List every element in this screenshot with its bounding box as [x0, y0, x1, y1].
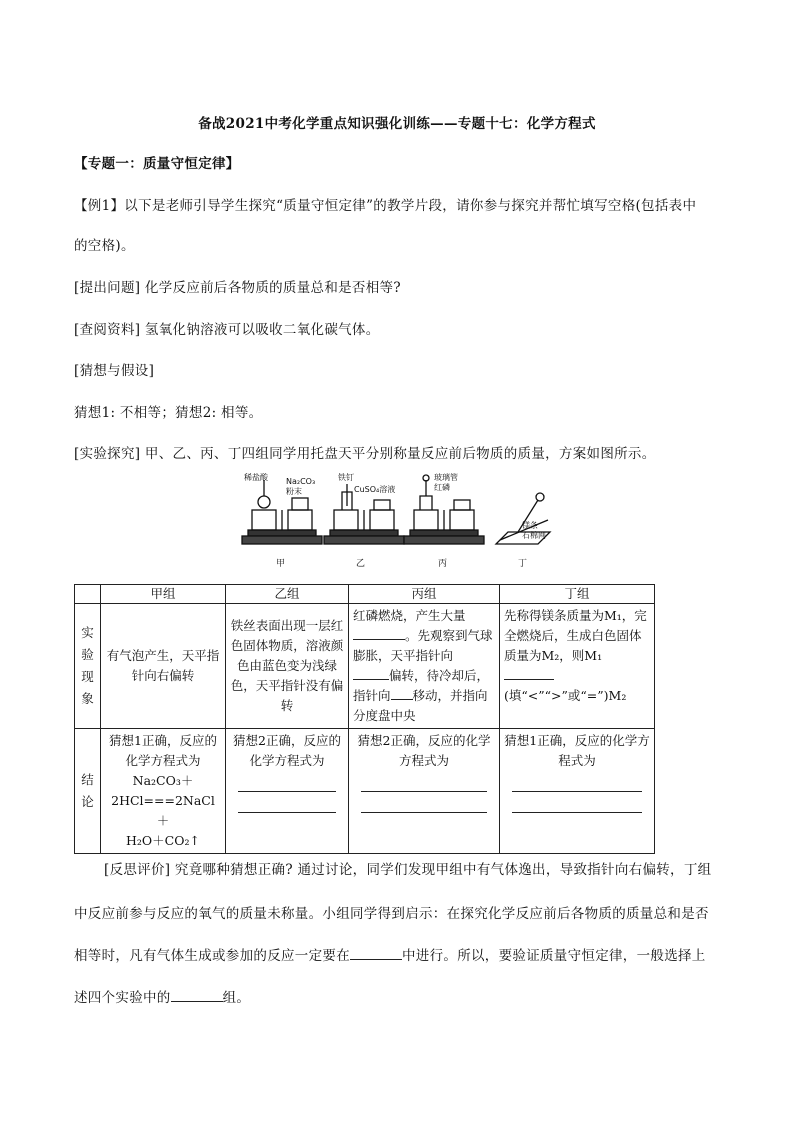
- row-head-char: 实: [81, 625, 94, 640]
- bing-conclusion-text: 猜想2正确，反应的化学方程式为: [357, 733, 491, 768]
- cell-jia-conclusion: [101, 729, 226, 854]
- balance-jia: [242, 480, 322, 544]
- group-label-ding: 丁: [518, 559, 528, 569]
- group-label-jia: 甲: [276, 559, 286, 569]
- table-header-empty: [75, 585, 101, 604]
- table-row-phenomenon: [75, 604, 655, 729]
- answer-blank-ding-2[interactable]: [512, 794, 642, 813]
- row-head-char: 论: [81, 794, 94, 809]
- label-glass-tube: 玻璃管: [434, 473, 458, 482]
- cell-yi-conclusion: [226, 729, 349, 854]
- bing-text-c: 偏转，待冷却后，指针向: [353, 668, 490, 703]
- cell-jia-phenomenon: 有气泡产生，天平指针向右偏转: [101, 604, 226, 729]
- answer-blank-bing-1[interactable]: [361, 773, 487, 792]
- table-header-ding: 丁组: [500, 585, 655, 604]
- cell-bing-conclusion: [349, 729, 500, 854]
- label-red-phosphorus: 红磷: [434, 483, 450, 492]
- reflection-line1: [反思评价] 究竟哪种猜想正确? 通过讨论，同学们发现甲组中有气体逸出，导致指针向右偏转，丁组: [104, 862, 712, 878]
- bing-text-d: 移动，并指向分度盘中央: [353, 688, 488, 723]
- blank-mass-compare[interactable]: [504, 679, 554, 680]
- hypothesis-heading: [猜想与假设]: [74, 363, 155, 379]
- blank-sealed-container[interactable]: [350, 959, 402, 960]
- table-header-row: [75, 585, 655, 604]
- jia-conclusion-text: 猜想1正确，反应的化学方程式为: [109, 733, 217, 768]
- label-copper-sulfate: CuSO₄溶液: [354, 485, 396, 494]
- bing-text-a: 红磷燃烧，产生大量: [353, 608, 466, 623]
- hypotheses-line: 猜想1: 不相等；猜想2: 相等。: [74, 405, 263, 421]
- equation-part3: H₂O＋CO₂↑: [126, 833, 200, 848]
- group-label-yi: 乙: [356, 559, 366, 569]
- cell-yi-phenomenon: 铁丝表面出现一层红色固体物质，溶液颜色由蓝色变为浅绿色，天平指针没有偏转: [226, 604, 349, 729]
- document-title: 备战2021中考化学重点知识强化训练——专题十七：化学方程式: [198, 116, 596, 132]
- equation-part1: Na₂CO₃＋: [132, 773, 194, 788]
- reflection-line3: [74, 944, 706, 964]
- answer-blank-yi-2[interactable]: [238, 794, 336, 813]
- reflection-line4: [74, 986, 250, 1006]
- label-magnesium-strip: 镁条: [522, 521, 538, 530]
- reference-line: [查阅资料] 氢氧化钠溶液可以吸收二氧化碳气体。: [74, 322, 380, 338]
- answer-blank-yi-1[interactable]: [238, 773, 336, 792]
- reflection-line3-b: 中进行。所以，要验证质量守恒定律，一般选择上: [402, 948, 706, 964]
- experiment-table: [74, 584, 655, 854]
- blank-pointer-move[interactable]: [391, 699, 413, 700]
- ding-conclusion-text: 猜想1正确，反应的化学方程式为: [504, 733, 650, 768]
- table-header-yi: 乙组: [226, 585, 349, 604]
- row-head-char: 结: [81, 772, 94, 787]
- answer-blank-ding-1[interactable]: [512, 773, 642, 792]
- label-powder: 粉末: [286, 487, 302, 496]
- example-intro-line2: 的空格)。: [74, 238, 135, 254]
- ding-text-b: (填“<”“>”或“=”)M₂: [504, 688, 627, 703]
- cell-ding-conclusion: [500, 729, 655, 854]
- label-asbestos-net: 石棉网: [522, 531, 546, 540]
- cell-bing-phenomenon: [349, 604, 500, 729]
- experiment-figure: [238, 470, 558, 570]
- label-iron-nail: 铁钉: [338, 473, 354, 482]
- reflection-line4-a: 述四个实验中的: [74, 990, 171, 1006]
- balance-apparatus-diagram: [238, 470, 558, 570]
- row-head-char: 验: [81, 647, 94, 662]
- section-heading: 【专题一：质量守恒定律】: [74, 156, 240, 172]
- yi-conclusion-text: 猜想2正确，反应的化学方程式为: [233, 733, 341, 768]
- ding-text-a: 先称得镁条质量为M₁，完全燃烧后，生成白色固体质量为M₂，则M₁: [504, 608, 647, 663]
- row-head-char: 现: [81, 669, 94, 684]
- blank-smoke[interactable]: [353, 639, 405, 640]
- row-head-char: 象: [81, 691, 94, 706]
- blank-pointer-direction[interactable]: [353, 679, 389, 680]
- reflection-line3-a: 相等时，凡有气体生成或参加的反应一定要在: [74, 948, 350, 964]
- reflection-line4-b: 组。: [222, 990, 251, 1006]
- label-hydrochloric-acid: 稀盐酸: [244, 473, 268, 482]
- bing-text-b: 。先观察到气球膨胀，天平指针向: [353, 628, 493, 663]
- equation-part2: 2HCl===2NaCl＋: [111, 793, 215, 828]
- example-intro-line1: 【例1】以下是老师引导学生探究“质量守恒定律”的教学片段，请你参与探究并帮忙填写空格(包括表中: [74, 198, 697, 214]
- row-head-conclusion: [75, 729, 101, 854]
- reflection-line2: 中反应前参与反应的氧气的质量未称量。小组同学得到启示：在探究化学反应前后各物质的质量总和是否: [74, 906, 709, 922]
- answer-blank-bing-2[interactable]: [361, 794, 487, 813]
- blank-group-choice[interactable]: [171, 1001, 223, 1002]
- table-header-jia: 甲组: [101, 585, 226, 604]
- table-row-conclusion: [75, 729, 655, 854]
- experiment-line: [实验探究] 甲、乙、丙、丁四组同学用托盘天平分别称量反应前后物质的质量，方案如图所示。: [74, 446, 656, 462]
- cell-ding-phenomenon: [500, 604, 655, 729]
- group-label-bing: 丙: [438, 559, 448, 569]
- row-head-phenomenon: [75, 604, 101, 729]
- table-header-bing: 丙组: [349, 585, 500, 604]
- question-line: [提出问题] 化学反应前后各物质的质量总和是否相等?: [74, 280, 401, 296]
- label-sodium-carbonate: Na₂CO₃: [286, 477, 316, 486]
